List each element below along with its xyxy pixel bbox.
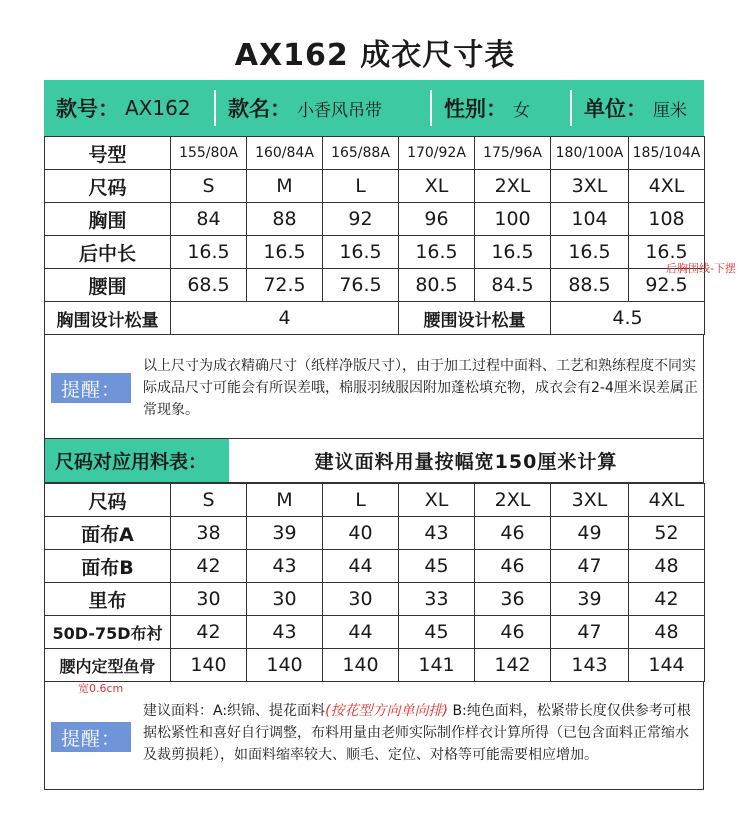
fabric-table-cell: 43 (399, 517, 475, 550)
style-name (216, 80, 430, 136)
page-title: AX162 成衣尺寸表 (234, 38, 516, 73)
style-no-value: AX162 (125, 96, 191, 120)
size-table-row-label: 胸围 (45, 203, 171, 236)
fabric-table-cell: 140 (247, 649, 323, 682)
fabric-table-cell: 52 (629, 517, 705, 550)
size-table-cell: M (247, 170, 323, 203)
header-bar (44, 80, 704, 136)
size-table-cell: 100 (475, 203, 551, 236)
fabric-table-cell: 47 (551, 550, 629, 583)
fabric-table-cell: 143 (551, 649, 629, 682)
fabric-table-row (45, 649, 705, 682)
reminder-badge-2: 提醒： (51, 722, 131, 752)
fabric-table-cell: L (323, 484, 399, 517)
size-table-cell: 96 (399, 203, 475, 236)
fabric-table-cell: 39 (551, 583, 629, 616)
fabric-table-cell: 39 (247, 517, 323, 550)
fabric-table-row-label: 里布 (45, 583, 171, 616)
gender-label: 性别： (444, 97, 507, 121)
fabric-table-row (45, 484, 705, 517)
fabric-table-row (45, 616, 705, 649)
size-table-cell: 175/96A (475, 137, 551, 170)
size-table-cell: 2XL (475, 170, 551, 203)
size-table-row-label: 号型 (45, 137, 171, 170)
style-no-label: 款号： (56, 97, 119, 121)
size-table-cell: 160/84A (247, 137, 323, 170)
gender (432, 80, 570, 136)
size-table-row (45, 170, 705, 203)
fabric-table-cell: 46 (475, 550, 551, 583)
size-table-row-label: 腰围 (45, 269, 171, 302)
size-table-cell: 92.5 (629, 269, 705, 302)
style-name-value: 小香风吊带 (297, 100, 382, 121)
fabric-table-cell: 44 (323, 550, 399, 583)
fabric-table-row (45, 550, 705, 583)
fabric-table-cell: 48 (629, 550, 705, 583)
size-table-cell: 68.5 (171, 269, 247, 302)
size-table-cell: L (323, 170, 399, 203)
size-table-row (45, 203, 705, 236)
fabric-table-cell: 33 (399, 583, 475, 616)
fabric-table-cell: 38 (171, 517, 247, 550)
fabric-advice: 建议面料：A:织锦、提花面料 (143, 703, 326, 719)
fabric-table-cell: XL (399, 484, 475, 517)
size-table (44, 136, 705, 335)
size-table-cell: 155/80A (171, 137, 247, 170)
fabric-advice-highlight: (按花型方向单向排) (325, 703, 448, 719)
size-table-cell: 72.5 (247, 269, 323, 302)
size-table-cell: 4XL (629, 170, 705, 203)
style-name-label: 款名： (228, 97, 291, 121)
size-table-cell: 80.5 (399, 269, 475, 302)
fabric-table-cell: 40 (323, 517, 399, 550)
size-table-row-label: 后中长 (45, 236, 171, 269)
size-table-cell: 16.5 (551, 236, 629, 269)
size-table-cell: 185/104A (629, 137, 705, 170)
reminder-box (44, 335, 704, 439)
ease-chest-label: 胸围设计松量 (45, 302, 171, 335)
fabric-table-cell: M (247, 484, 323, 517)
fabric-table-cell: 30 (247, 583, 323, 616)
fabric-table-cell: 141 (399, 649, 475, 682)
size-table-cell: 165/88A (323, 137, 399, 170)
ease-chest-value: 4 (171, 302, 399, 335)
fabric-table-cell: 43 (247, 550, 323, 583)
fabric-table-cell: 140 (171, 649, 247, 682)
fabric-table-cell: 45 (399, 616, 475, 649)
reminder-text: 以上尺寸为成衣精确尺寸（纸样净版尺寸），由于加工过程中面料、工艺和熟练程度不同实际成品尺寸可能会有所误差哦，棉服羽绒服因附加蓬松填充物，成衣会有2-4厘米误差属正常现象。 (143, 358, 698, 418)
size-table-cell: 88 (247, 203, 323, 236)
size-table-cell: 16.5 (247, 236, 323, 269)
fabric-table-cell: 144 (629, 649, 705, 682)
boning-width-note: 宽0.6cm (78, 682, 124, 695)
size-table-cell: XL (399, 170, 475, 203)
fabric-table-cell: 43 (247, 616, 323, 649)
fabric-table-cell: 44 (323, 616, 399, 649)
fabric-table-row (45, 583, 705, 616)
fabric-table-cell: 4XL (629, 484, 705, 517)
size-table-cell: 108 (629, 203, 705, 236)
unit (572, 80, 704, 136)
size-table-cell: 16.5 (629, 236, 705, 269)
size-table-cell: 88.5 (551, 269, 629, 302)
ease-waist-value: 4.5 (551, 302, 705, 335)
size-table-cell: 76.5 (323, 269, 399, 302)
fabric-table-row-label: 尺码 (45, 484, 171, 517)
size-table-cell: 16.5 (323, 236, 399, 269)
size-table-row-label: 尺码 (45, 170, 171, 203)
unit-label: 单位： (584, 97, 647, 121)
fabric-table-cell: 30 (323, 583, 399, 616)
unit-value: 厘米 (653, 100, 687, 121)
size-table-cell: 170/92A (399, 137, 475, 170)
size-table-cell: 92 (323, 203, 399, 236)
fabric-table-row-label: 面布B (45, 550, 171, 583)
spec-sheet (44, 80, 704, 790)
fabric-table-cell: 30 (171, 583, 247, 616)
ease-waist-label: 腰围设计松量 (399, 302, 551, 335)
fabric-table-cell: 36 (475, 583, 551, 616)
fabric-advice-rest: B:纯色面料，松紧带长度仅供参考可根据松紧性和喜好自行调整，布料用量由老师实际制作样衣计算所得（已包含面料正常缩水及裁剪损耗），如面料缩率较大、顺毛、定位、对格等可能需要相应增加。 (143, 703, 691, 763)
size-table-cell: 3XL (551, 170, 629, 203)
fabric-table-cell: 48 (629, 616, 705, 649)
size-table-row (45, 137, 705, 170)
fabric-table-cell: 142 (475, 649, 551, 682)
fabric-table-cell: 42 (629, 583, 705, 616)
fabric-table-row (45, 517, 705, 550)
fabric-table-cell: 42 (171, 550, 247, 583)
reminder-box-2 (44, 682, 704, 790)
size-table-cell: 84 (171, 203, 247, 236)
size-table-cell: 16.5 (399, 236, 475, 269)
fabric-section-subtitle: 建议面料用量按幅宽150厘米计算 (314, 451, 618, 473)
size-table-cell: S (171, 170, 247, 203)
fabric-table-cell: 49 (551, 517, 629, 550)
fabric-table (44, 483, 705, 682)
size-table-cell: 104 (551, 203, 629, 236)
fabric-table-cell: 140 (323, 649, 399, 682)
fabric-table-row-label: 50D-75D布衬 (45, 616, 171, 649)
fabric-table-cell: 46 (475, 517, 551, 550)
gender-value: 女 (513, 100, 530, 121)
fabric-table-row-label: 面布A (45, 517, 171, 550)
size-table-row (45, 236, 705, 269)
fabric-table-cell: S (171, 484, 247, 517)
fabric-table-cell: 47 (551, 616, 629, 649)
fabric-section-bar (44, 439, 704, 483)
back-length-note: 后胸围线-下摆 (666, 262, 736, 275)
fabric-table-cell: 3XL (551, 484, 629, 517)
fabric-table-cell: 42 (171, 616, 247, 649)
size-table-cell: 16.5 (171, 236, 247, 269)
size-table-cell: 16.5 (475, 236, 551, 269)
ease-row (45, 302, 705, 335)
fabric-table-row-label: 腰内定型鱼骨 (45, 649, 171, 682)
fabric-table-cell: 45 (399, 550, 475, 583)
fabric-section-title: 尺码对应用料表： (45, 439, 229, 482)
reminder-text-2 (143, 700, 698, 766)
fabric-table-cell: 2XL (475, 484, 551, 517)
size-table-cell: 84.5 (475, 269, 551, 302)
style-no (44, 80, 214, 136)
size-table-row (45, 269, 705, 302)
reminder-badge: 提醒： (51, 373, 131, 403)
size-table-cell: 180/100A (551, 137, 629, 170)
fabric-table-cell: 46 (475, 616, 551, 649)
